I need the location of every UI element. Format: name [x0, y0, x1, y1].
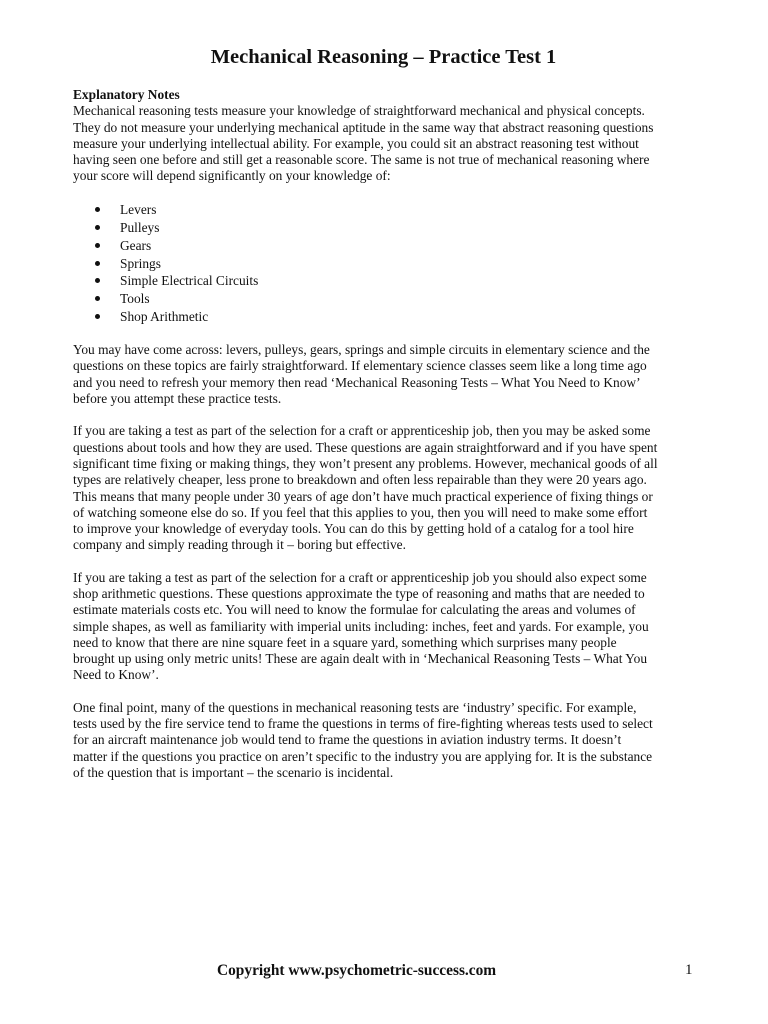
- body-paragraph: You may have come across: levers, pulleys, gears, springs and simple circuits in elementary science and the questions on these topics are fairly straightforward. If elementary science classes seem like a long time ago and you need to refresh your memory then read ‘Mechanical Reasoning Tests – What You Need to Know’ before you attempt these practice tests.: [73, 342, 650, 407]
- topic-label: Shop Arithmetic: [120, 309, 209, 325]
- topic-list-item: [73, 255, 658, 273]
- topic-label: Pulleys: [120, 219, 160, 235]
- document-page: [73, 44, 658, 797]
- topic-label: Springs: [120, 255, 161, 271]
- topic-list-item: [73, 272, 658, 290]
- topic-list-item: [73, 219, 658, 237]
- intro-paragraph: Mechanical reasoning tests measure your knowledge of straightforward mechanical and physical concepts. They do not measure your underlying mechanical aptitude in the same way that abstract reasoning questions measure your underlying intellectual ability. For example, you could sit an abstract reasoning test without having seen one before and still get a reasonable score. The same is not true of mechanical reasoning where your score will depend significantly on your knowledge of:: [73, 103, 654, 184]
- page-title: Mechanical Reasoning – Practice Test 1: [210, 46, 557, 68]
- bullet-icon: [95, 296, 100, 301]
- bullet-icon: [95, 314, 100, 319]
- bullet-icon: [95, 225, 100, 230]
- topic-label: Levers: [120, 201, 157, 217]
- topic-label: Tools: [120, 291, 150, 307]
- topic-list-item: [73, 237, 658, 255]
- bullet-icon: [95, 243, 100, 248]
- bullet-icon: [95, 261, 100, 266]
- topic-list-item: [73, 308, 658, 326]
- topic-list-item: [73, 201, 658, 219]
- topic-list: [73, 201, 658, 326]
- body-paragraph: If you are taking a test as part of the selection for a craft or apprenticeship job, then you may be asked some questions about tools and how they are used. These questions are again straightforward and if you have spent significant time fixing or making things, they won’t present any problems. However, mechanical goods of all types are relatively cheaper, less prone to breakdown and often less repairable than they were 20 years ago. This means that many people under 30 years of age don’t have much practical experience of fixing things or of watching someone else do so. If you feel that this applies to you, then you will need to make some effort to improve your knowledge of everyday tools. You can do this by getting hold of a catalog for a tool hire company and simply reading through it – boring but effective.: [73, 423, 658, 553]
- page-number: 1: [685, 962, 693, 978]
- bullet-icon: [95, 207, 100, 212]
- page-footer: [0, 962, 768, 982]
- copyright-text: Copyright www.psychometric-success.com: [217, 962, 497, 979]
- topic-list-item: [73, 290, 658, 308]
- bullet-icon: [95, 278, 100, 283]
- body-paragraph: If you are taking a test as part of the selection for a craft or apprenticeship job you should also expect some shop arithmetic questions. These questions approximate the type of reasoning and maths that are needed to estimate materials costs etc. You will need to know the formulae for calculating the areas and volumes of simple shapes, as well as familiarity with imperial units including: inches, feet and yards. For example, you need to know that there are nine square feet in a square yard, something which surprises many people brought up using only metric units! These are again dealt with in ‘Mechanical Reasoning Tests – What You Need to Know’.: [73, 569, 649, 683]
- topic-label: Gears: [120, 237, 152, 253]
- body-paragraph: One final point, many of the questions in mechanical reasoning tests are ‘industry’ specific. For example, tests used by the fire service tend to frame the questions in terms of fire-fighting whereas tests used to select for an aircraft maintenance job would tend to frame the questions in aviation industry terms. It doesn’t matter if the questions you practice on aren’t specific to the industry you are applying for. It is the substance of the question that is important – the scenario is incidental.: [73, 699, 653, 780]
- section-heading: Explanatory Notes: [73, 87, 180, 102]
- topic-label: Simple Electrical Circuits: [120, 273, 259, 289]
